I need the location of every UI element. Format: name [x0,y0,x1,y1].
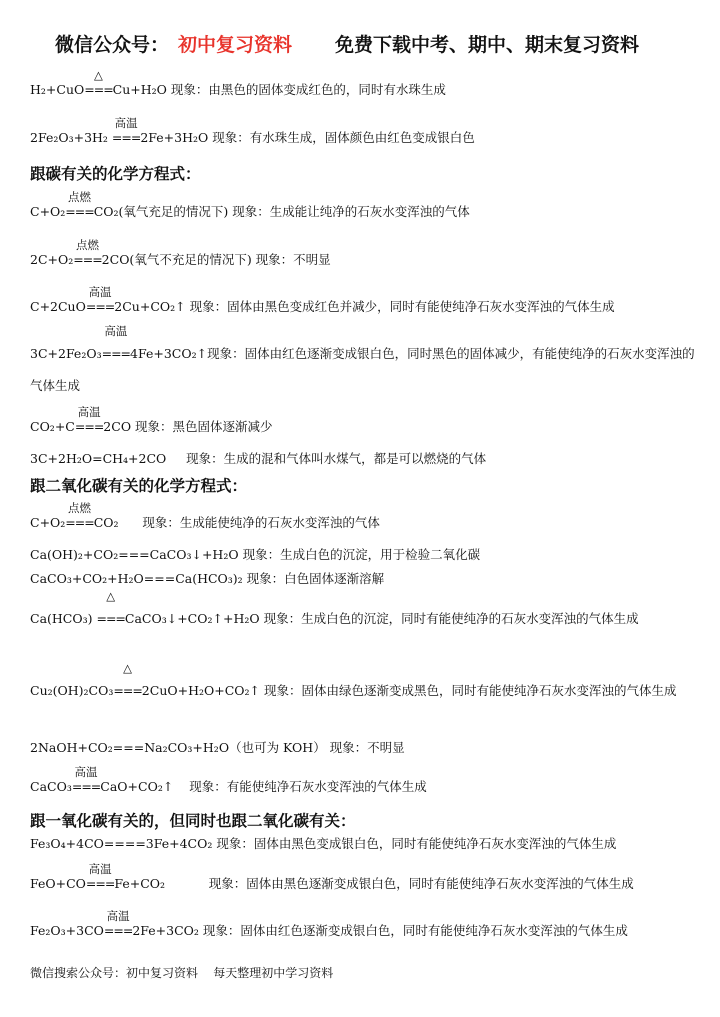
equation-line: C+2CuO 高温 ===2Cu+CO₂↑ 现象：固体由黑色变成红色并减少，同时有能使纯净石灰水变浑浊的气体生成 [30,285,615,314]
equation-line: Ca(OH)₂+CO₂===CaCO₃↓+H₂O 现象：生成白色的沉淀，用于检验二氧化碳 [30,547,481,562]
equation-line: 2NaOH+CO₂===Na₂CO₃+H₂O（也可为 KOH） 现象：不明显 [30,740,405,755]
equation-line: CO₂+C 高温 ===2CO 现象：黑色固体逐渐减少 [30,405,273,434]
equation-line: 2C+O₂ 点燃 ===2CO(氧气不充足的情况下) 现象：不明显 [30,238,331,267]
equation-line: H₂+CuO △ ===Cu+H₂O 现象：由黑色的固体变成红色的，同时有水珠生成 [30,68,446,97]
banner-account-name: 初中复习资料 [178,34,293,56]
banner-label: 微信公众号： [55,34,170,56]
equation-line: 3C+2Fe₂O₃ 高温 ===4Fe+3CO₂↑现象：固体由红色逐渐变成银白色，同时黑色的固体减少，有能使纯净的石灰水变浑浊的气体生成 [30,324,695,393]
page-footer: 微信搜索公众号：初中复习资料 每天整理初中学习资料 [30,966,334,980]
equation-line: Fe₂O₃+3CO 高温 ===2Fe+3CO₂ 现象：固体由红色逐渐变成银白色，同时有能使纯净石灰水变浑浊的气体生成 [30,909,628,938]
equation-line: C+O₂ 点燃 ===CO₂(氧气充足的情况下) 现象：生成能让纯净的石灰水变浑浊的气体 [30,190,470,219]
section-heading: 跟一氧化碳有关的，但同时也跟二氧化碳有关： [30,812,356,830]
equation-line: CaCO₃ 高温 ===CaO+CO₂↑ 现象：有能使纯净石灰水变浑浊的气体生成 [30,765,427,794]
equation-line: Fe₃O₄+4CO====3Fe+4CO₂ 现象：固体由黑色变成银白色，同时有能使纯净石灰水变浑浊的气体生成 [30,836,617,851]
equation-line: 2Fe₂O₃+3H₂ 高温 ===2Fe+3H₂O 现象：有水珠生成，固体颜色由红色变成银白色 [30,116,475,145]
equation-line: CaCO₃+CO₂+H₂O===Ca(HCO₃)₂ 现象：白色固体逐渐溶解 [30,571,385,586]
equation-line: FeO+CO 高温 ===Fe+CO₂ 现象：固体由黑色逐渐变成银白色，同时有能使纯净石灰水变浑浊的气体生成 [30,862,634,891]
equation-line: Ca(HCO₃) △ ===CaCO₃↓+CO₂↑+H₂O 现象：生成白色的沉淀，同时有能使纯净的石灰水变浑浊的气体生成 [30,589,639,626]
section-heading: 跟碳有关的化学方程式： [30,165,201,183]
equation-line: 3C+2H₂O=CH₄+2CO 现象：生成的混和气体叫水煤气，都是可以燃烧的气体 [30,451,487,466]
section-heading: 跟二氧化碳有关的化学方程式： [30,477,248,495]
banner-slogan: 免费下载中考、期中、期末复习资料 [335,34,640,56]
equation-line: Cu₂(OH)₂CO₃ △ ===2CuO+H₂O+CO₂↑ 现象：固体由绿色逐渐变成黑色，同时有能使纯净石灰水变浑浊的气体生成 [30,661,677,698]
equation-line: C+O₂ 点燃 ===CO₂ 现象：生成能使纯净的石灰水变浑浊的气体 [30,501,380,530]
